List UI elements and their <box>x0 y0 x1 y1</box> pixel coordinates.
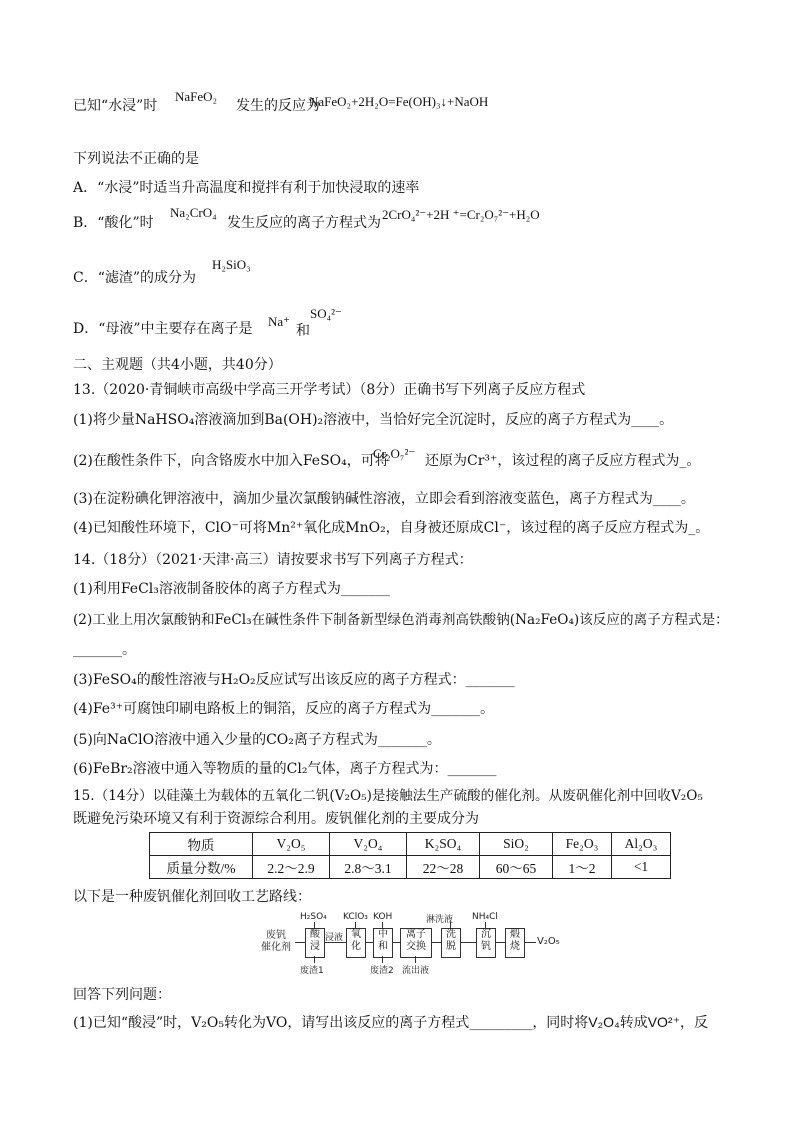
reagent-line <box>382 922 383 928</box>
q13-part-4: (4)已知酸性环境下，ClO⁻可将Mn²⁺氧化成MnO₂，自身被还原成Cl⁻，该过程的离子反应方程式为_。 <box>73 520 710 536</box>
flow-step-acid-leach: 酸 浸 <box>305 928 325 958</box>
q15-part-1 <box>73 1012 708 1033</box>
table-cell: Al₂O₃ <box>612 833 671 856</box>
table-cell: 22～28 <box>407 856 480 879</box>
composition-table <box>149 832 671 879</box>
flow-start-label: 废钒 催化剂 <box>261 930 291 953</box>
flow-step-precipitate: 沉 钒 <box>476 928 496 958</box>
table-cell: 1～2 <box>553 856 612 879</box>
q15-after-table: 以下是一种废钒催化剂回收工艺路线： <box>73 889 311 905</box>
q14-part-6: (6)FeBr₂溶液中通入等物质的量的Cl₂气体，离子方程式为：_______ <box>73 761 497 777</box>
q15-part-1-d: ，同时将V₂O₄转成VO²⁺，反 <box>532 1014 708 1030</box>
question-stem: 下列说法不正确的是 <box>73 151 199 167</box>
table-cell: 60～65 <box>480 856 553 879</box>
q14-part-2-line-1: (2)工业上用次氯酸钠和FeCl₃在碱性条件下制备新型绿色消毒剂高铁酸钠(Na₂FeO₄)该反应的离子方程式是： <box>73 612 729 628</box>
flow-step-calcine: 煅 烧 <box>505 928 525 958</box>
table-cell: Fe₂O₃ <box>553 833 612 856</box>
option-d-formula-1: Na⁺ <box>268 314 291 329</box>
flow-arrow <box>295 942 305 943</box>
option-b-formula-2: 2CrO₄²⁻+2H ⁺=Cr₂O₇²⁻+H₂O <box>382 207 540 222</box>
byproduct-line <box>314 956 315 963</box>
option-b-middle: 发生反应的离子方程式为 <box>227 215 381 231</box>
reagent-ammonium-chloride: NH₄Cl <box>472 912 498 922</box>
q14-header: 14.（18分）（2021·天津·高三）请按要求书写下列离子方程式： <box>73 552 473 568</box>
flow-arrow <box>431 942 441 943</box>
table-cell: 2.2～2.9 <box>253 856 330 879</box>
q15-part-1-a: (1)已知“酸浸”时，V₂O₅转化为VO <box>73 1015 288 1031</box>
option-a: A．“水浸”时适当升高温度和搅拌有利于加快浸取的速率 <box>73 180 420 196</box>
answer-intro: 回答下列问题： <box>73 987 171 1003</box>
intro-formula-1: NaFeO₂ <box>175 89 218 104</box>
option-c-formula: H₂SiO₃ <box>212 257 251 272</box>
flow-arrow <box>495 942 505 943</box>
flow-arrow <box>392 942 400 943</box>
table-cell: <1 <box>612 856 671 879</box>
option-b-formula-1: Na₂CrO₄ <box>170 205 217 220</box>
table-cell: 质量分数/% <box>150 856 253 879</box>
reagent-line <box>355 922 356 928</box>
q13-part-2-prefix: (2)在酸性条件下，向含铬废水中加入FeSO₄，可将 <box>73 453 389 469</box>
option-d-and: 和 <box>296 323 310 339</box>
flow-step-neutralize: 中 和 <box>373 928 393 958</box>
table-cell: V₂O₅ <box>253 833 330 856</box>
flow-arrow <box>324 942 346 943</box>
reagent-eluent: 淋洗液 <box>426 915 454 925</box>
byproduct-residue-1: 废渣1 <box>300 966 324 976</box>
intro-formula-2: NaFeO₂+2H₂O=Fe(OH)₃↓+NaOH <box>309 94 489 109</box>
byproduct-effluent: 流出液 <box>402 966 430 976</box>
q14-part-1: (1)利用FeCl₃溶液制备胶体的离子方程式为_______ <box>73 581 390 597</box>
option-b-prefix: B．“酸化”时 <box>73 215 154 231</box>
table-cell: 2.8～3.1 <box>330 856 407 879</box>
q13-part-2-suffix: 还原为Cr³⁺，该过程的离子反应方程式为_。 <box>425 453 701 469</box>
byproduct-line <box>382 956 383 963</box>
q14-part-4: (4)Fe³⁺可腐蚀印刷电路板上的铜箔，反应的离子方程式为_______。 <box>73 701 495 717</box>
q15-part-1-b: ，请写出该反应的离子方程式 <box>287 1014 470 1030</box>
q15-line-2: 既避免污染环境又有利于资源综合利用。废钒催化剂的主要成分为 <box>73 811 479 827</box>
q13-part-3: (3)在淀粉碘化钾溶液中，滴加少量次氯酸钠碱性溶液，立即会看到溶液变蓝色，离子方程式为____。 <box>73 491 695 507</box>
intro-middle: 发生的反应为 <box>236 98 320 114</box>
byproduct-residue-2: 废渣2 <box>370 966 394 976</box>
table-cell: SiO₂ <box>480 833 553 856</box>
q13-part-1: (1)将少量NaHSO₄溶液滴加到Ba(OH)₂溶液中，当恰好完全沉淀时，反应的离子方程式为____。 <box>73 412 674 428</box>
flow-step-oxidation: 氧 化 <box>346 928 366 958</box>
flow-leach-label: 浸液 <box>325 933 344 943</box>
flow-product: V₂O₅ <box>537 936 560 947</box>
flow-arrow <box>524 942 536 943</box>
reagent-potassium-chlorate: KClO₃ <box>343 912 368 922</box>
intro-line <box>73 96 157 116</box>
option-d-formula-2: SO₄²⁻ <box>310 306 342 321</box>
reagent-koh: KOH <box>373 912 393 922</box>
reagent-line <box>450 922 451 928</box>
option-c-prefix: C．“滤渣”的成分为 <box>73 270 197 286</box>
table-header-row <box>150 833 671 856</box>
reagent-line <box>314 922 315 928</box>
option-d-prefix: D．“母液”中主要存在离子是 <box>73 321 253 337</box>
q15-part-1-blank: _________ <box>469 1015 533 1031</box>
byproduct-line <box>415 956 416 963</box>
table-row <box>150 856 671 879</box>
section-2-title: 二、主观题（共4小题，共40分） <box>73 357 282 373</box>
q13-header: 13.（2020·青铜峡市高级中学高三开学考试）（8分）正确书写下列离子反应方程式 <box>73 382 586 398</box>
q13-part-2-formula: Cr₂O₇²⁻ <box>373 446 416 461</box>
reagent-line <box>485 922 486 928</box>
flow-step-elution: 洗 脱 <box>441 928 461 958</box>
table-cell: 物质 <box>150 833 253 856</box>
flow-step-ion-exchange: 离子 交换 <box>400 928 432 958</box>
q14-part-5: (5)向NaClO溶液中通入少量的CO₂离子方程式为_______。 <box>73 732 441 748</box>
q14-part-2-line-2: _______。 <box>73 642 136 658</box>
q14-part-3: (3)FeSO₄的酸性溶液与H₂O₂反应试写出该反应的离子方程式：_______ <box>73 672 515 688</box>
q15-line-1: 15.（14分）以硅藻土为载体的五氧化二钒(V₂O₅)是接触法生产硫酸的催化剂。从废矾催化剂中回收V₂O₅ <box>73 788 703 804</box>
table-cell: K₂SO₄ <box>407 833 480 856</box>
flow-arrow <box>365 942 373 943</box>
table-cell: V₂O₄ <box>330 833 407 856</box>
intro-prefix: 已知“水浸”时 <box>73 98 158 114</box>
flow-arrow <box>460 942 476 943</box>
reagent-sulfuric-acid: H₂SO₄ <box>300 912 327 922</box>
